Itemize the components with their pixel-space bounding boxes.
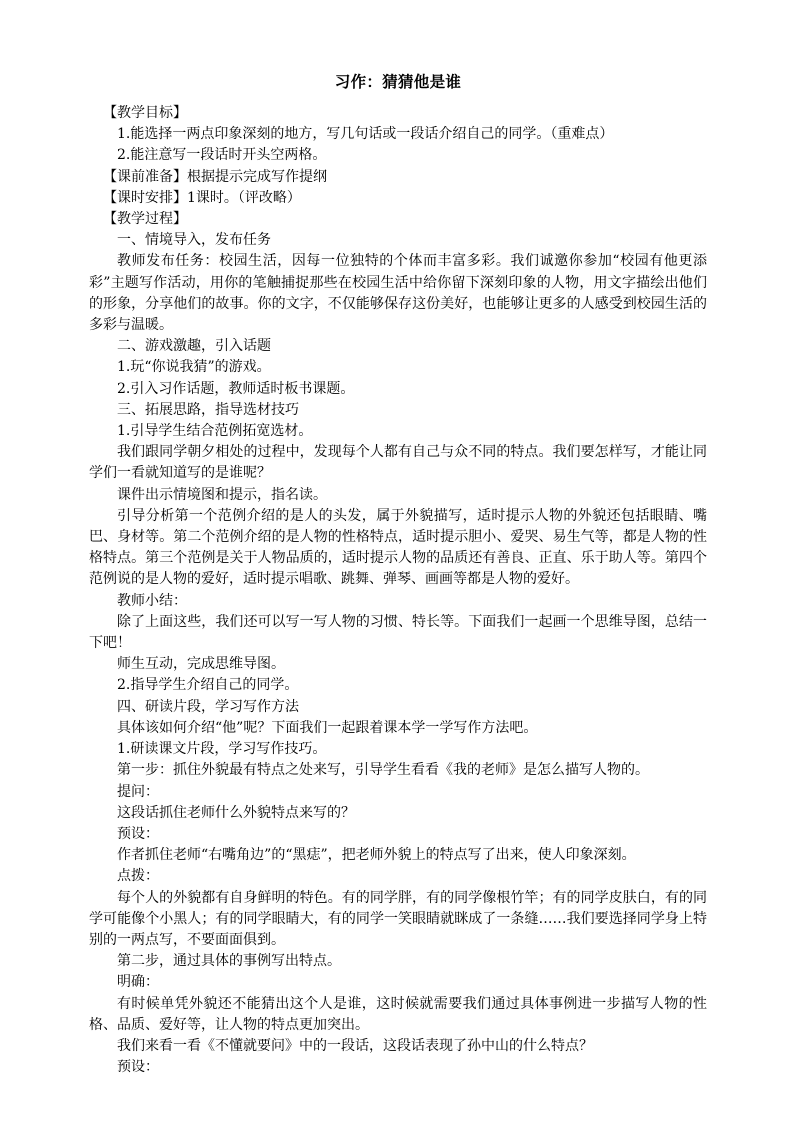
paragraph: 2.引入习作话题，教师适时板书课题。 bbox=[117, 380, 355, 397]
step-heading-3: 三、拓展思路，指导选材技巧 bbox=[117, 401, 299, 418]
paragraph: 课件出示情境图和提示，指名读。 bbox=[117, 486, 327, 503]
paragraph: 第二步，通过具体的事例写出特点。 bbox=[117, 953, 341, 970]
page-title: 习作：猜猜他是谁 bbox=[334, 73, 462, 91]
objective-2: 2.能注意写一段话时开头空两格。 bbox=[117, 147, 327, 164]
paragraph: 1.研读课文片段，学习写作技巧。 bbox=[117, 741, 327, 758]
paragraph: 1.引导学生结合范例拓宽选材。 bbox=[117, 423, 313, 440]
section-heading-process: 【教学过程】 bbox=[103, 211, 187, 228]
section-preparation: 【课前准备】根据提示完成写作提纲 bbox=[103, 168, 327, 185]
paragraph: 第一步：抓住外貌最有特点之处来写，引导学生看看《我的老师》是怎么描写人物的。 bbox=[117, 762, 649, 779]
paragraph: 点拨： bbox=[117, 868, 159, 885]
step-heading-2: 二、游戏激趣，引入话题 bbox=[117, 338, 271, 355]
paragraph: 这段话抓住老师什么外貌特点来写的？ bbox=[117, 804, 355, 821]
paragraph: 引导分析第一个范例介绍的是人的头发，属于外貌描写，适时提示人物的外貌还包括眼睛、嘴巴、身材等。第二个范例介绍的是人物的性格特点，适时提示胆小、爱哭、易生气等，都是人物的性格特点。第三个范例是关于人物品质的，适时提示人物的品质还有善良、正直、乐于助人等。第四个范例说的是人物的爱好，适时提示唱歌、跳舞、弹琴、画画等都是人物的爱好。 bbox=[89, 507, 707, 588]
document-body bbox=[89, 103, 707, 1078]
document-page bbox=[89, 71, 707, 1078]
paragraph: 2.指导学生介绍自己的同学。 bbox=[117, 677, 299, 694]
paragraph: 我们跟同学朝夕相处的过程中，发现每个人都有自己与众不同的特点。我们要怎样写，才能让同学们一看就知道写的是谁呢？ bbox=[89, 444, 707, 482]
paragraph: 作者抓住老师“右嘴角边”的“黑痣”，把老师外貌上的特点写了出来，使人印象深刻。 bbox=[117, 847, 636, 864]
paragraph: 我们来看一看《不懂就要问》中的一段话，这段话表现了孙中山的什么特点？ bbox=[117, 1037, 593, 1054]
paragraph: 提问： bbox=[117, 783, 159, 800]
paragraph: 预设： bbox=[117, 1059, 159, 1076]
paragraph: 师生互动，完成思维导图。 bbox=[117, 656, 285, 673]
paragraph: 有时候单凭外貌还不能猜出这个人是谁，这时候就需要我们通过具体事例进一步描写人物的性格、品质、爱好等，让人物的特点更加突出。 bbox=[89, 995, 707, 1033]
paragraph: 教师小结： bbox=[117, 592, 187, 609]
paragraph: 预设： bbox=[117, 825, 159, 842]
paragraph: 明确： bbox=[117, 974, 159, 991]
step-heading-4: 四、研读片段，学习写作方法 bbox=[117, 698, 299, 715]
paragraph: 具体该如何介绍“他”呢？下面我们一起跟着课本学一学写作方法吧。 bbox=[117, 719, 538, 736]
paragraph: 每个人的外貌都有自身鲜明的特色。有的同学胖，有的同学像根竹竿；有的同学皮肤白，有的同学可能像个小黑人；有的同学眼睛大，有的同学一笑眼睛就眯成了一条缝……我们要选择同学身上特别的一两点写，不要面面俱到。 bbox=[89, 889, 707, 948]
section-schedule: 【课时安排】1课时。（评改略） bbox=[103, 189, 301, 206]
paragraph: 教师发布任务：校园生活，因每一位独特的个体而丰富多彩。我们诚邀你参加“校园有他更添彩”主题写作活动，用你的笔触捕捉那些在校园生活中给你留下深刻印象的人物，用文字描绘出他们的形象，分享他们的故事。你的文字，不仅能够保存这份美好，也能够让更多的人感受到校园生活的多彩与温暖。 bbox=[89, 253, 707, 334]
section-heading-objectives: 【教学目标】 bbox=[103, 105, 187, 121]
step-heading-1: 一、情境导入，发布任务 bbox=[117, 232, 271, 249]
objective-1: 1.能选择一两点印象深刻的地方，写几句话或一段话介绍自己的同学。（重难点） bbox=[117, 126, 614, 143]
paragraph: 1.玩“你说我猜”的游戏。 bbox=[117, 359, 271, 376]
paragraph: 除了上面这些，我们还可以写一写人物的习惯、特长等。下面我们一起画一个思维导图，总结一下吧！ bbox=[89, 613, 707, 652]
